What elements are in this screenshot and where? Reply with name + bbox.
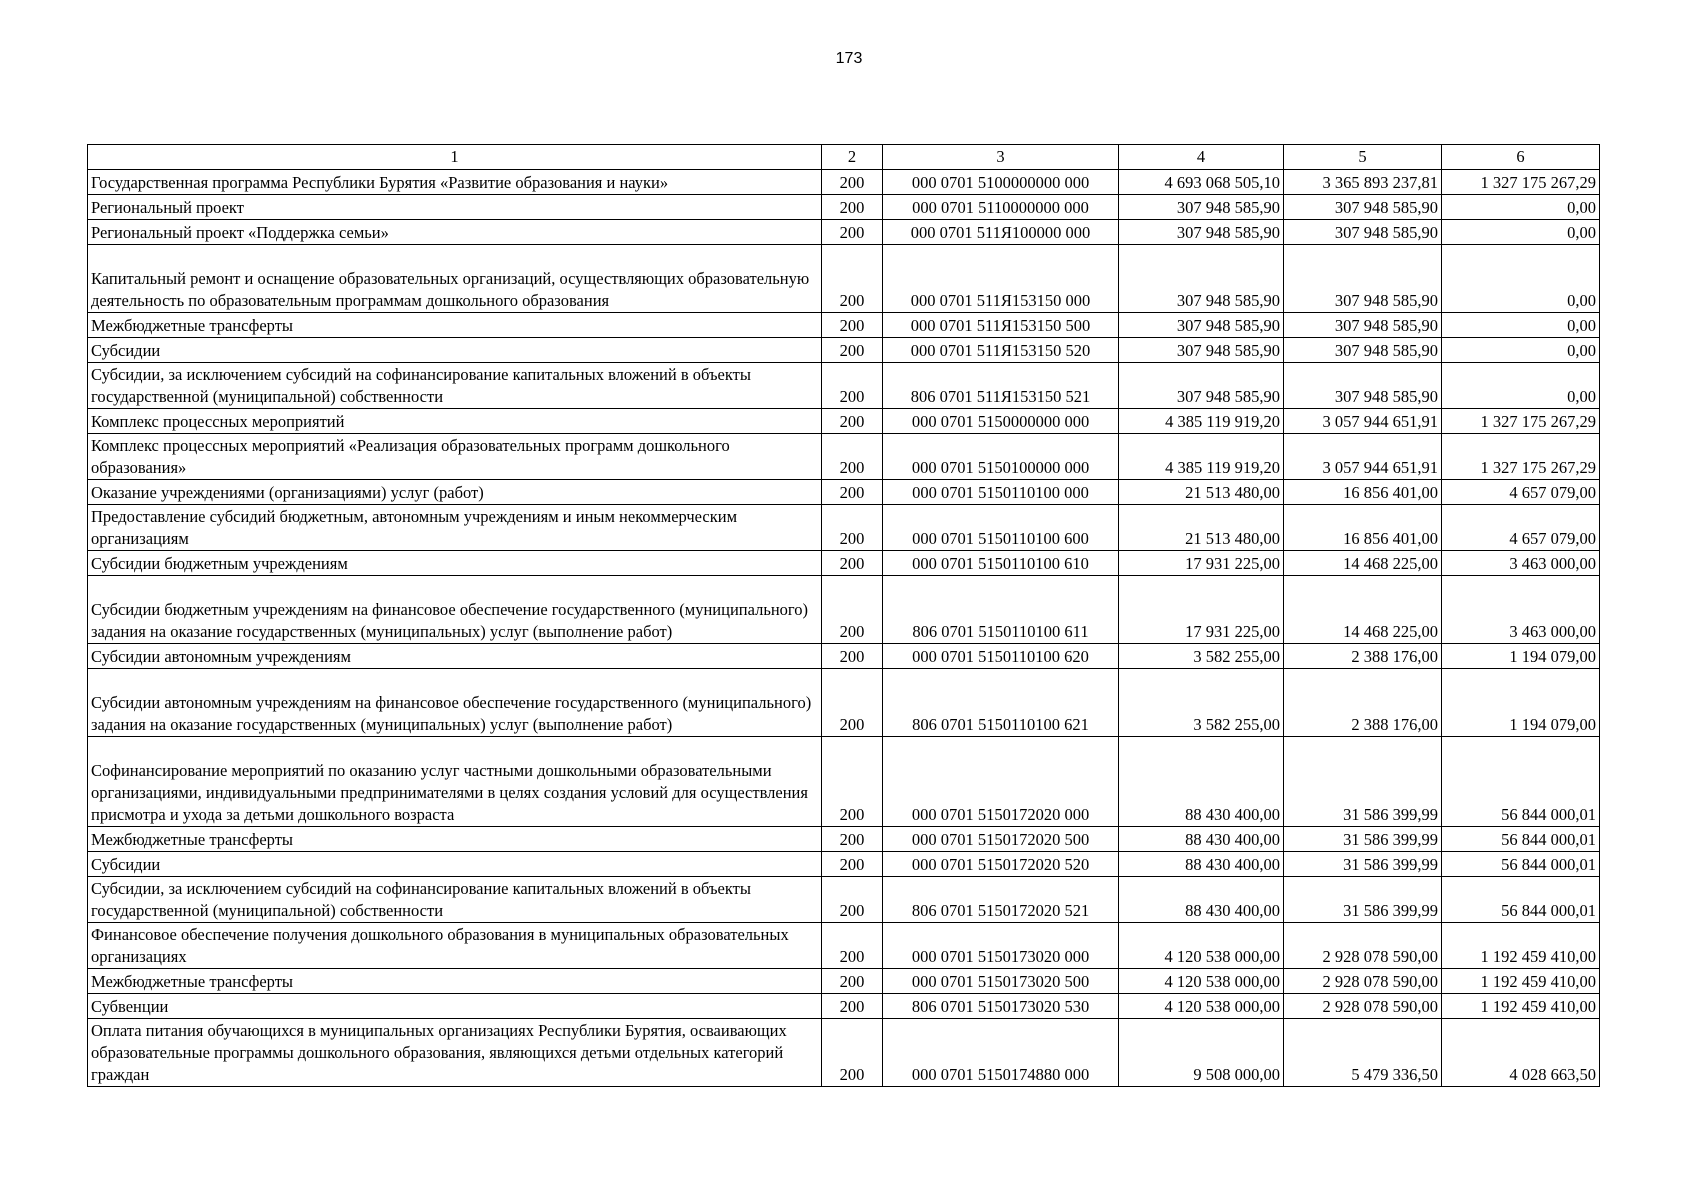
row-name-cell: Комплекс процессных мероприятий «Реализация образовательных программ дошкольного образования» [88, 434, 822, 480]
table-row [88, 409, 1600, 434]
row-amount-cell: 3 057 944 651,91 [1284, 434, 1442, 480]
row-code-cell: 200 [822, 644, 883, 669]
row-amount-cell: 307 948 585,90 [1119, 313, 1284, 338]
row-amount-cell: 56 844 000,01 [1442, 852, 1600, 877]
row-name-cell: Субсидии, за исключением субсидий на софинансирование капитальных вложений в объекты государственной (муниципальной) собственности [88, 363, 822, 409]
row-amount-cell: 3 463 000,00 [1442, 551, 1600, 576]
row-amount-cell: 17 931 225,00 [1119, 576, 1284, 644]
row-name-cell: Региональный проект «Поддержка семьи» [88, 220, 822, 245]
row-classification-cell: 806 0701 511Я153150 521 [883, 363, 1119, 409]
table-row [88, 505, 1600, 551]
row-amount-cell: 2 388 176,00 [1284, 644, 1442, 669]
row-amount-cell: 0,00 [1442, 195, 1600, 220]
row-name-cell: Софинансирование мероприятий по оказанию услуг частными дошкольными образовательными организациями, индивидуальными предпринимателями в целях создания условий для осуществления присмотра и ухода за детьми дошкольного возраста [88, 737, 822, 827]
row-name-cell: Государственная программа Республики Бурятия «Развитие образования и науки» [88, 170, 822, 195]
row-amount-cell: 4 028 663,50 [1442, 1019, 1600, 1087]
row-name-cell: Межбюджетные трансферты [88, 313, 822, 338]
row-code-cell: 200 [822, 313, 883, 338]
row-amount-cell: 1 192 459 410,00 [1442, 923, 1600, 969]
row-amount-cell: 88 430 400,00 [1119, 852, 1284, 877]
row-name-cell: Оплата питания обучающихся в муниципальных организациях Республики Бурятия, осваивающих образовательные программы дошкольного образования, являющихся детьми отдельных категорий граждан [88, 1019, 822, 1087]
row-code-cell: 200 [822, 969, 883, 994]
table-row [88, 644, 1600, 669]
row-name-cell: Финансовое обеспечение получения дошкольного образования в муниципальных образовательных организациях [88, 923, 822, 969]
row-code-cell: 200 [822, 409, 883, 434]
table-row [88, 338, 1600, 363]
row-amount-cell: 88 430 400,00 [1119, 737, 1284, 827]
table-row [88, 363, 1600, 409]
row-amount-cell: 5 479 336,50 [1284, 1019, 1442, 1087]
row-code-cell: 200 [822, 669, 883, 737]
column-header: 2 [822, 145, 883, 170]
row-amount-cell: 4 385 119 919,20 [1119, 434, 1284, 480]
row-classification-cell: 806 0701 5150172020 521 [883, 877, 1119, 923]
row-amount-cell: 307 948 585,90 [1284, 338, 1442, 363]
row-classification-cell: 000 0701 5150110100 000 [883, 480, 1119, 505]
row-code-cell: 200 [822, 245, 883, 313]
row-code-cell: 200 [822, 1019, 883, 1087]
row-code-cell: 200 [822, 338, 883, 363]
row-name-cell: Субсидии бюджетным учреждениям на финансовое обеспечение государственного (муниципального) задания на оказание государственных (муниципальных) услуг (выполнение работ) [88, 576, 822, 644]
row-amount-cell: 2 928 078 590,00 [1284, 923, 1442, 969]
row-amount-cell: 2 928 078 590,00 [1284, 969, 1442, 994]
row-amount-cell: 307 948 585,90 [1284, 195, 1442, 220]
row-name-cell: Межбюджетные трансферты [88, 969, 822, 994]
row-amount-cell: 4 120 538 000,00 [1119, 923, 1284, 969]
row-classification-cell: 806 0701 5150110100 611 [883, 576, 1119, 644]
row-amount-cell: 3 582 255,00 [1119, 644, 1284, 669]
column-header: 4 [1119, 145, 1284, 170]
row-amount-cell: 0,00 [1442, 313, 1600, 338]
row-amount-cell: 1 327 175 267,29 [1442, 409, 1600, 434]
row-name-cell: Субвенции [88, 994, 822, 1019]
row-name-cell: Субсидии [88, 852, 822, 877]
row-name-cell: Субсидии [88, 338, 822, 363]
column-header: 5 [1284, 145, 1442, 170]
row-amount-cell: 14 468 225,00 [1284, 576, 1442, 644]
row-amount-cell: 16 856 401,00 [1284, 505, 1442, 551]
table-row [88, 313, 1600, 338]
row-name-cell: Региональный проект [88, 195, 822, 220]
row-amount-cell: 88 430 400,00 [1119, 827, 1284, 852]
row-classification-cell: 000 0701 5150172020 520 [883, 852, 1119, 877]
row-amount-cell: 3 057 944 651,91 [1284, 409, 1442, 434]
row-classification-cell: 000 0701 5150172020 000 [883, 737, 1119, 827]
row-amount-cell: 1 192 459 410,00 [1442, 994, 1600, 1019]
row-classification-cell: 000 0701 5150173020 000 [883, 923, 1119, 969]
row-amount-cell: 21 513 480,00 [1119, 480, 1284, 505]
column-header: 6 [1442, 145, 1600, 170]
row-amount-cell: 1 194 079,00 [1442, 644, 1600, 669]
row-name-cell: Комплекс процессных мероприятий [88, 409, 822, 434]
row-amount-cell: 21 513 480,00 [1119, 505, 1284, 551]
table-row [88, 877, 1600, 923]
table-row [88, 827, 1600, 852]
row-code-cell: 200 [822, 363, 883, 409]
row-amount-cell: 307 948 585,90 [1284, 220, 1442, 245]
table-row [88, 969, 1600, 994]
row-code-cell: 200 [822, 923, 883, 969]
row-amount-cell: 4 120 538 000,00 [1119, 969, 1284, 994]
row-classification-cell: 000 0701 511Я153150 520 [883, 338, 1119, 363]
row-classification-cell: 000 0701 5150172020 500 [883, 827, 1119, 852]
table-row [88, 220, 1600, 245]
row-code-cell: 200 [822, 852, 883, 877]
row-amount-cell: 4 693 068 505,10 [1119, 170, 1284, 195]
budget-table [87, 144, 1600, 1087]
row-amount-cell: 4 120 538 000,00 [1119, 994, 1284, 1019]
row-classification-cell: 000 0701 511Я100000 000 [883, 220, 1119, 245]
row-amount-cell: 2 928 078 590,00 [1284, 994, 1442, 1019]
table-row [88, 434, 1600, 480]
row-amount-cell: 1 192 459 410,00 [1442, 969, 1600, 994]
row-amount-cell: 0,00 [1442, 363, 1600, 409]
row-amount-cell: 56 844 000,01 [1442, 877, 1600, 923]
row-classification-cell: 000 0701 5100000000 000 [883, 170, 1119, 195]
row-classification-cell: 806 0701 5150110100 621 [883, 669, 1119, 737]
row-name-cell: Оказание учреждениями (организациями) услуг (работ) [88, 480, 822, 505]
row-amount-cell: 56 844 000,01 [1442, 737, 1600, 827]
row-classification-cell: 000 0701 511Я153150 000 [883, 245, 1119, 313]
row-amount-cell: 3 463 000,00 [1442, 576, 1600, 644]
table-row [88, 737, 1600, 827]
row-code-cell: 200 [822, 220, 883, 245]
row-name-cell: Субсидии автономным учреждениям на финансовое обеспечение государственного (муниципального) задания на оказание государственных (муниципальных) услуг (выполнение работ) [88, 669, 822, 737]
row-code-cell: 200 [822, 434, 883, 480]
row-name-cell: Предоставление субсидий бюджетным, автономным учреждениям и иным некоммерческим организациям [88, 505, 822, 551]
row-amount-cell: 31 586 399,99 [1284, 852, 1442, 877]
table-row [88, 1019, 1600, 1087]
row-code-cell: 200 [822, 170, 883, 195]
row-amount-cell: 1 327 175 267,29 [1442, 434, 1600, 480]
row-amount-cell: 307 948 585,90 [1119, 338, 1284, 363]
row-amount-cell: 1 194 079,00 [1442, 669, 1600, 737]
row-code-cell: 200 [822, 551, 883, 576]
row-amount-cell: 1 327 175 267,29 [1442, 170, 1600, 195]
row-amount-cell: 307 948 585,90 [1119, 245, 1284, 313]
table-row [88, 576, 1600, 644]
row-amount-cell: 0,00 [1442, 220, 1600, 245]
column-header: 1 [88, 145, 822, 170]
row-amount-cell: 307 948 585,90 [1284, 313, 1442, 338]
row-amount-cell: 307 948 585,90 [1119, 220, 1284, 245]
header-row [88, 145, 1600, 170]
row-amount-cell: 31 586 399,99 [1284, 877, 1442, 923]
row-amount-cell: 56 844 000,01 [1442, 827, 1600, 852]
row-amount-cell: 307 948 585,90 [1284, 363, 1442, 409]
row-classification-cell: 000 0701 5150100000 000 [883, 434, 1119, 480]
table-row [88, 170, 1600, 195]
row-code-cell: 200 [822, 877, 883, 923]
row-classification-cell: 000 0701 511Я153150 500 [883, 313, 1119, 338]
row-amount-cell: 3 365 893 237,81 [1284, 170, 1442, 195]
row-classification-cell: 000 0701 5150110100 620 [883, 644, 1119, 669]
row-classification-cell: 000 0701 5150110100 600 [883, 505, 1119, 551]
table-row [88, 480, 1600, 505]
row-amount-cell: 9 508 000,00 [1119, 1019, 1284, 1087]
row-code-cell: 200 [822, 737, 883, 827]
table-row [88, 195, 1600, 220]
table-row [88, 852, 1600, 877]
row-code-cell: 200 [822, 195, 883, 220]
row-code-cell: 200 [822, 827, 883, 852]
row-classification-cell: 000 0701 5110000000 000 [883, 195, 1119, 220]
row-amount-cell: 14 468 225,00 [1284, 551, 1442, 576]
row-classification-cell: 000 0701 5150000000 000 [883, 409, 1119, 434]
row-classification-cell: 000 0701 5150174880 000 [883, 1019, 1119, 1087]
row-name-cell: Субсидии, за исключением субсидий на софинансирование капитальных вложений в объекты государственной (муниципальной) собственности [88, 877, 822, 923]
table-row [88, 994, 1600, 1019]
page-number: 173 [835, 50, 863, 67]
row-amount-cell: 88 430 400,00 [1119, 877, 1284, 923]
row-amount-cell: 307 948 585,90 [1119, 363, 1284, 409]
row-amount-cell: 4 657 079,00 [1442, 480, 1600, 505]
row-classification-cell: 806 0701 5150173020 530 [883, 994, 1119, 1019]
row-amount-cell: 0,00 [1442, 338, 1600, 363]
row-amount-cell: 307 948 585,90 [1284, 245, 1442, 313]
row-name-cell: Межбюджетные трансферты [88, 827, 822, 852]
row-amount-cell: 17 931 225,00 [1119, 551, 1284, 576]
table-row [88, 245, 1600, 313]
row-name-cell: Субсидии автономным учреждениям [88, 644, 822, 669]
table-row [88, 551, 1600, 576]
column-header: 3 [883, 145, 1119, 170]
row-amount-cell: 16 856 401,00 [1284, 480, 1442, 505]
row-amount-cell: 31 586 399,99 [1284, 827, 1442, 852]
row-classification-cell: 000 0701 5150110100 610 [883, 551, 1119, 576]
row-amount-cell: 307 948 585,90 [1119, 195, 1284, 220]
row-code-cell: 200 [822, 505, 883, 551]
row-amount-cell: 4 657 079,00 [1442, 505, 1600, 551]
row-code-cell: 200 [822, 576, 883, 644]
table-row [88, 669, 1600, 737]
row-code-cell: 200 [822, 994, 883, 1019]
row-name-cell: Капитальный ремонт и оснащение образовательных организаций, осуществляющих образовательную деятельность по образовательным программам дошкольного образования [88, 245, 822, 313]
row-amount-cell: 2 388 176,00 [1284, 669, 1442, 737]
row-classification-cell: 000 0701 5150173020 500 [883, 969, 1119, 994]
table-row [88, 923, 1600, 969]
row-name-cell: Субсидии бюджетным учреждениям [88, 551, 822, 576]
row-code-cell: 200 [822, 480, 883, 505]
row-amount-cell: 4 385 119 919,20 [1119, 409, 1284, 434]
row-amount-cell: 0,00 [1442, 245, 1600, 313]
row-amount-cell: 31 586 399,99 [1284, 737, 1442, 827]
row-amount-cell: 3 582 255,00 [1119, 669, 1284, 737]
